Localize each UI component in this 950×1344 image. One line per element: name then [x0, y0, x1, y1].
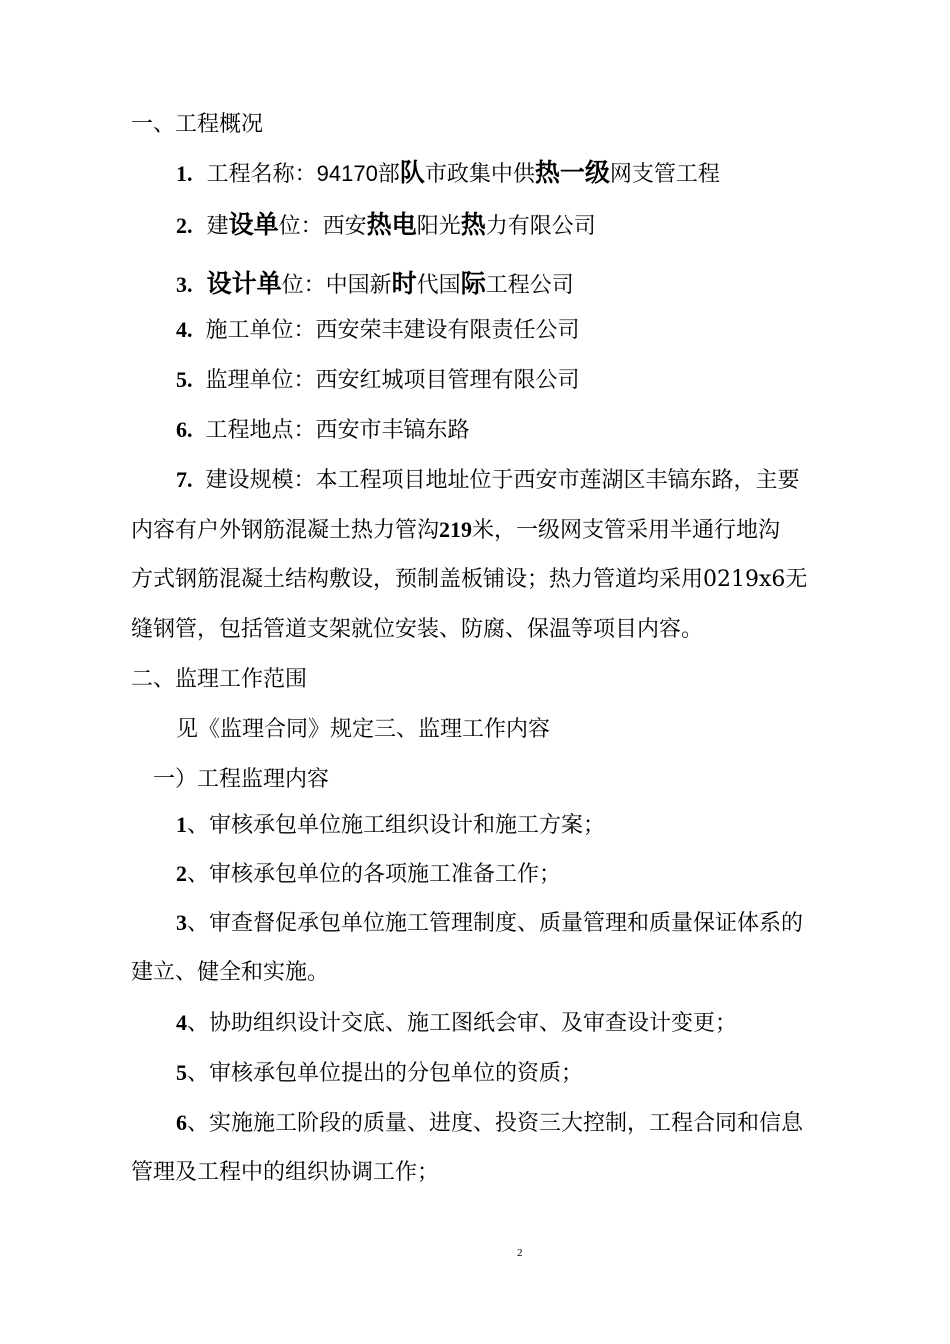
- item-text: 工程地点：西安市丰镐东路: [205, 418, 470, 443]
- paragraph-line: 建立、健全和实施。: [131, 960, 330, 985]
- paragraph-line: 缝钢管，包括管道支架就位安装、防腐、保温等项目内容。: [131, 617, 704, 642]
- item-number: 3.: [176, 272, 193, 297]
- supervision-item-6: [176, 1108, 803, 1139]
- item-text: 建设规模：本工程项目地址位于西安市莲湖区丰镐东路，主要: [205, 468, 800, 493]
- item-text: 热: [534, 159, 560, 187]
- supervision-item-4: [176, 1008, 737, 1039]
- item-number: 3: [176, 910, 187, 935]
- supervision-item-3: [176, 908, 803, 939]
- item-number: 2.: [176, 213, 193, 238]
- item-text: 际: [460, 270, 486, 298]
- item-text: 队: [399, 159, 425, 187]
- item-number: 2: [176, 861, 187, 886]
- item-number: 6: [176, 1110, 187, 1135]
- overview-item-1: [176, 158, 720, 189]
- paragraph-line: 方式钢筋混凝土结构敷设，预制盖板铺设；热力管道均采用0219x6无: [131, 567, 808, 592]
- item-text: 、实施施工阶段的质量、进度、投资三大控制，工程合同和信息: [187, 1111, 804, 1136]
- overview-item-3: [176, 269, 574, 300]
- item-text: 内容有户外钢筋混凝土热力管沟: [131, 518, 440, 543]
- supervision-item-5: [176, 1058, 583, 1089]
- item-text: 、审核承包单位的各项施工准备工作；: [187, 862, 562, 887]
- item-number: 7.: [176, 467, 193, 492]
- item-text: 代国: [416, 272, 461, 297]
- item-text: 建: [206, 213, 229, 238]
- item-text: 米，一级网支管采用半通行地沟: [472, 518, 781, 543]
- item-text: 、协助组织设计交底、施工图纸会审、及审查设计变更；: [187, 1011, 738, 1036]
- item-text: 设计单: [206, 270, 282, 298]
- section-heading: 二、监理工作范围: [131, 667, 308, 692]
- item-text: 监理单位：西安红城项目管理有限公司: [205, 368, 580, 393]
- overview-item-5: [176, 365, 580, 396]
- item-text: 设单: [228, 211, 279, 239]
- paragraph-line: 见《监理合同》规定三、监理工作内容: [176, 717, 551, 742]
- item-number: 4.: [176, 317, 193, 342]
- overview-item-6: [176, 415, 470, 446]
- item-text: 阳光: [416, 213, 461, 238]
- page-number: 2: [517, 1247, 523, 1259]
- item-text: 工程名称：94170部: [206, 161, 400, 186]
- item-text: 施工单位：西安荣丰建设有限责任公司: [205, 318, 580, 343]
- item-number: 4: [176, 1010, 187, 1035]
- length-value: 219: [439, 517, 473, 542]
- overview-item-2: [176, 210, 596, 241]
- overview-item-7: [176, 465, 800, 496]
- item-text: 一: [559, 159, 585, 187]
- item-text: 时: [391, 270, 417, 298]
- item-text: 、审查督促承包单位施工管理制度、质量管理和质量保证体系的: [187, 911, 804, 936]
- item-text: 力有限公司: [485, 213, 596, 238]
- item-number: 1.: [176, 161, 193, 186]
- paragraph-line: [131, 515, 780, 546]
- item-number: 1: [176, 812, 187, 837]
- item-number: 5.: [176, 367, 193, 392]
- item-number: 6.: [176, 417, 193, 442]
- supervision-item-1: [176, 810, 605, 841]
- section-heading: 一、工程概况: [131, 111, 264, 136]
- item-text: 热: [460, 211, 486, 239]
- item-text: 市政集中供: [424, 161, 535, 186]
- sub-heading: 一）工程监理内容: [153, 767, 330, 792]
- item-text: 级: [584, 159, 610, 187]
- item-text: 网支管工程: [609, 161, 720, 186]
- item-number: 5: [176, 1060, 187, 1085]
- paragraph-line: 管理及工程中的组织协调工作；: [131, 1160, 440, 1185]
- item-text: 、审核承包单位施工组织设计和施工方案；: [187, 813, 606, 838]
- item-text: 位：西安: [278, 213, 367, 238]
- item-text: 、审核承包单位提出的分包单位的资质；: [187, 1061, 584, 1086]
- item-text: 工程公司: [485, 272, 574, 297]
- overview-item-4: [176, 315, 580, 346]
- supervision-item-2: [176, 859, 561, 890]
- item-text: 位：中国新: [281, 272, 392, 297]
- item-text: 热电: [366, 211, 417, 239]
